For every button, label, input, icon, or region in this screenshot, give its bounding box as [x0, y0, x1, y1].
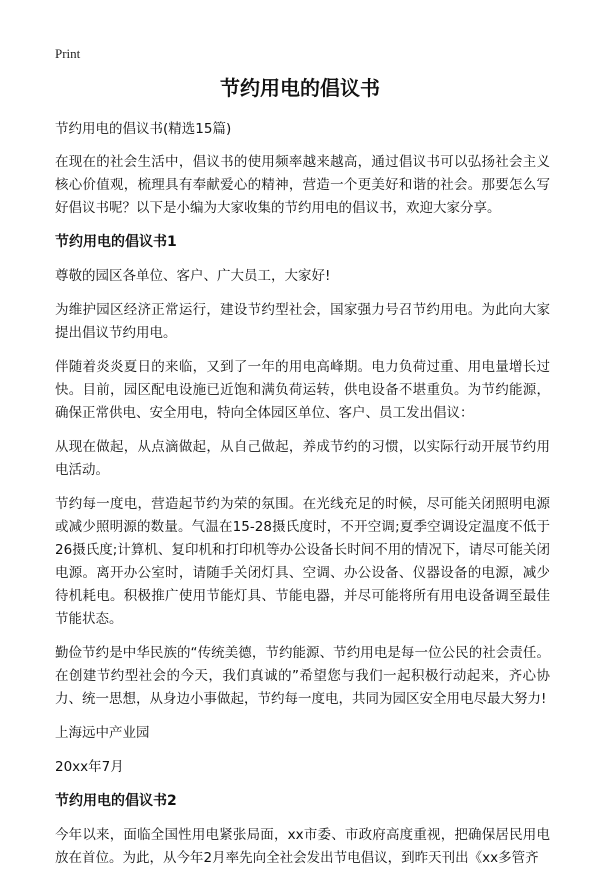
- article-body: [55, 118, 550, 881]
- greeting-paragraph: 尊敬的园区各单位、客户、广大员工，大家好!: [55, 268, 331, 284]
- paragraph: 为维护园区经济正常运行，建设节约型社会，国家强力号召节约用电。为此向大家提出倡议节约用电。: [55, 302, 550, 341]
- article-subtitle: 节约用电的倡议书(精选15篇): [55, 121, 232, 137]
- signature: 上海远中产业园: [55, 725, 150, 741]
- paragraph: 勤俭节约是中华民族的“传统美德，节约能源、节约用电是每一位公民的社会责任。在创建节约型社会的今天，我们真诚的”希望您与我们一起积极行动起来，齐心协力、统一思想，从身边小事做起，节约每一度电，共同为园区安全用电尽最大努力!: [55, 645, 550, 707]
- paragraph: 从现在做起，从点滴做起，从自己做起，养成节约的习惯，以实际行动开展节约用电活动。: [55, 439, 550, 478]
- page-title: 节约用电的倡议书: [220, 76, 380, 100]
- paragraph: 今年以来，面临全国性用电紧张局面，xx市委、市政府高度重视，把确保居民用电放在首位。为此，从今年2月率先向全社会发出节电倡议，到昨天刊出《xx多管齐: [55, 827, 550, 866]
- date: 20xx年7月: [55, 759, 124, 775]
- paragraph: 节约每一度电，营造起节约为荣的氛围。在光线充足的时候，尽可能关闭照明电源或减少照明源的数量。气温在15-28摄氏度时，不开空调;夏季空调设定温度不低于26摄氏度;计算机、复印机和打印机等办公设备长时间不用的情况下，请尽可能关闭电源。离开办公室时，请随手关闭灯具、空调、办公设备、仪器设备的电源，减少待机耗电。积极推广使用节能灯具、节能电器，并尽可能将所有用电设备调至最佳节能状态。: [55, 496, 550, 627]
- print-link[interactable]: Print: [55, 46, 81, 61]
- section-heading-2: 节约用电的倡议书2: [55, 793, 177, 809]
- intro-paragraph: 在现在的社会生活中，倡议书的使用频率越来越高，通过倡议书可以弘扬社会主义核心价值观，梳理具有奉献爱心的精神，营造一个更美好和谐的社会。那要怎么写好倡议书呢？以下是小编为大家收集的节约用电的倡议书，欢迎大家分享。: [55, 154, 550, 216]
- section-heading-1: 节约用电的倡议书1: [55, 234, 177, 250]
- paragraph: 伴随着炎炎夏日的来临，又到了一年的用电高峰期。电力负荷过重、用电量增长过快。目前，园区配电设施已近饱和满负荷运转，供电设备不堪重负。为节约能源，确保正常供电、安全用电，特向全体园区单位、客户、员工发出倡议：: [55, 359, 550, 421]
